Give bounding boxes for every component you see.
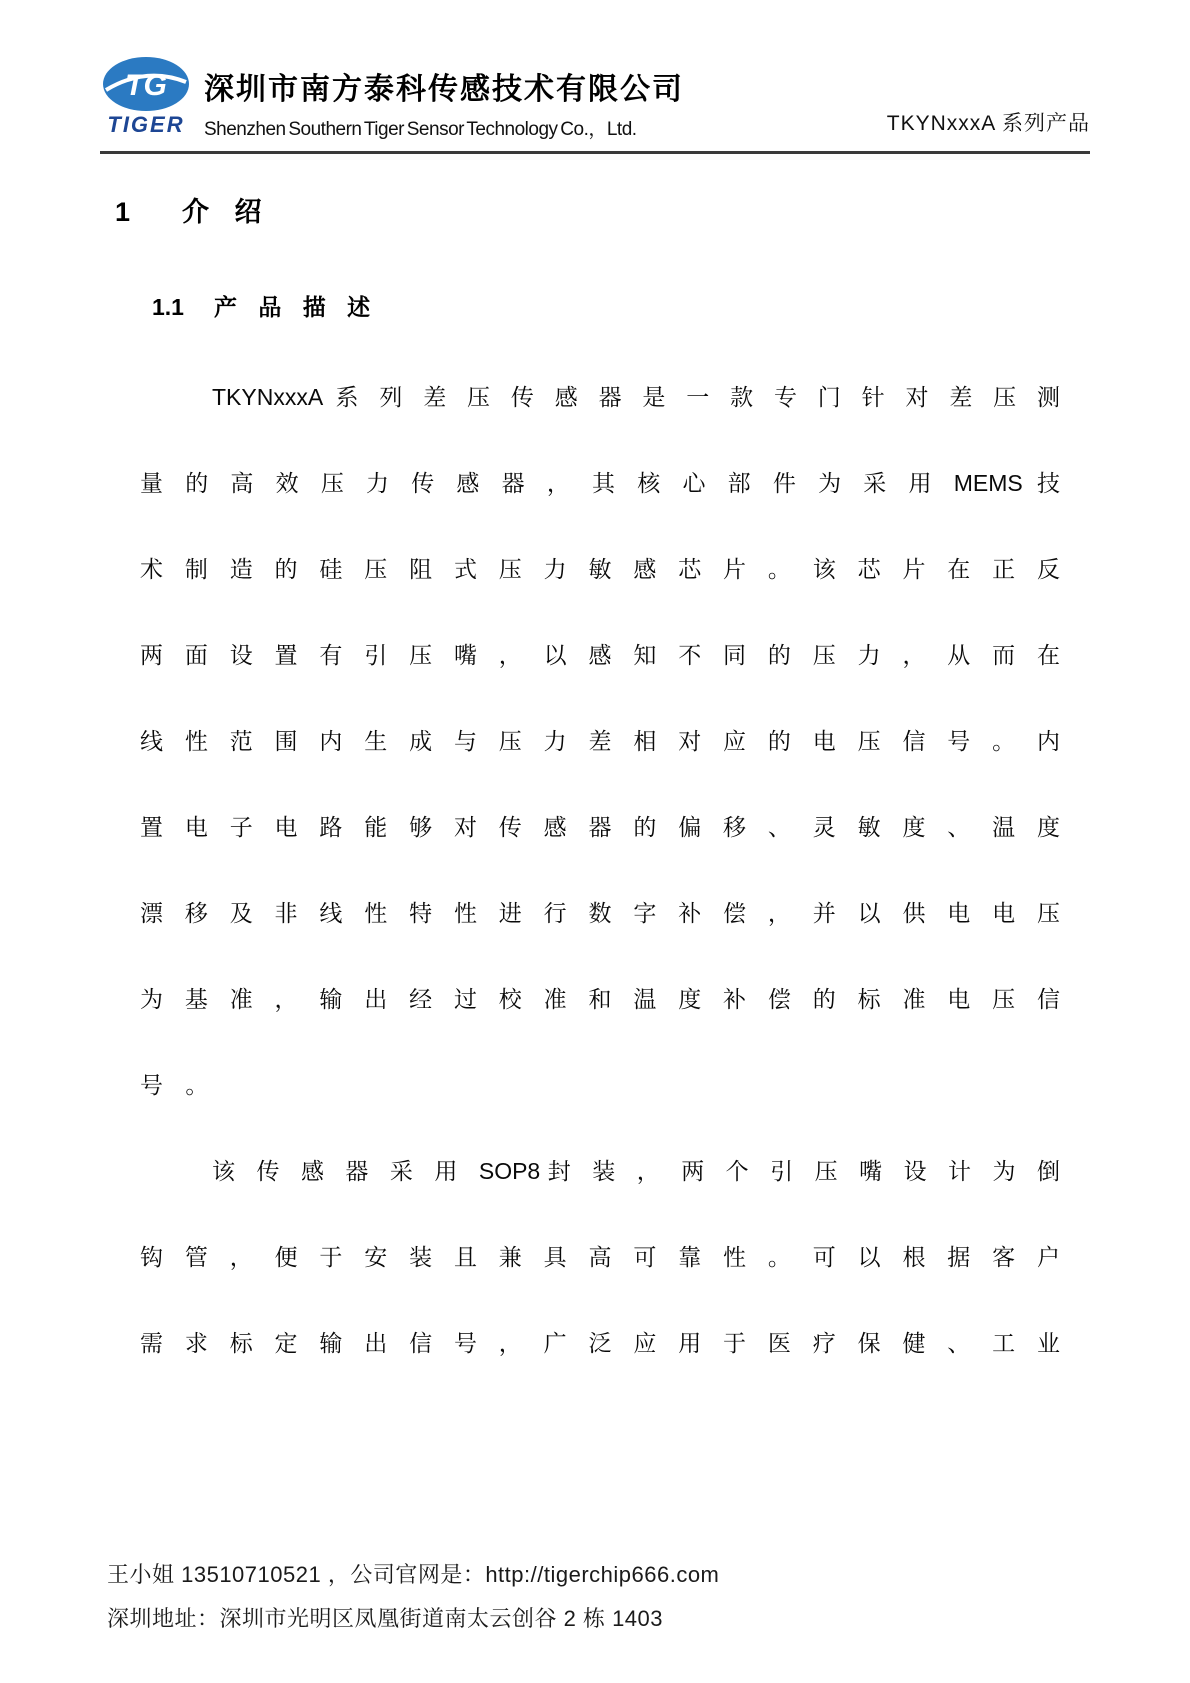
footer-contact: 王小姐 13510710521 ，公司官网是：http://tigerchip666.com (107, 1562, 720, 1587)
company-name-en: Shenzhen Southern Tiger Sensor Technology Co.，Ltd. (204, 119, 637, 140)
paragraph-line: TKYNxxxA 系 列 差 压 传 感 器 是 一 款 专 门 针 对 差 压 测 (212, 384, 1060, 410)
company-name-cn: 深圳市南方泰科传感技术有限公司 (204, 72, 684, 106)
paragraph-line: 号 。 (140, 1072, 209, 1098)
paragraph-line: 该 传 感 器 采 用 SOP8封 装 ， 两 个 引 压 嘴 设 计 为 倒 (212, 1158, 1060, 1184)
paragraph-line: 为 基 准 ， 输 出 经 过 校 准 和 温 度 补 偿 的 标 准 电 压 信 (140, 986, 1060, 1012)
paragraph-line: 需 求 标 定 输 出 信 号 ， 广 泛 应 用 于 医 疗 保 健 、 工 业 (140, 1330, 1060, 1356)
subsection-title: 产 品 描 述 (213, 294, 373, 320)
tiger-logo-icon (100, 56, 192, 136)
page-header (100, 0, 1090, 141)
paragraph-line: 两 面 设 置 有 引 压 嘴 ， 以 感 知 不 同 的 压 力 ， 从 而 在 (140, 642, 1060, 668)
footer-address: 深圳地址：深圳市光明区凤凰街道南太云创谷 2 栋 1403 (107, 1606, 664, 1631)
logo-mark-text: TG (125, 69, 167, 102)
paragraph-line: 置 电 子 电 路 能 够 对 传 感 器 的 偏 移 、 灵 敏 度 、 温 度 (140, 814, 1060, 840)
product-series-label: TKYNxxxA 系列产品 (886, 112, 1090, 135)
section-title: 介 绍 (182, 197, 264, 227)
paragraph-line: 漂 移 及 非 线 性 特 性 进 行 数 字 补 偿 ， 并 以 供 电 电 压 (140, 900, 1060, 926)
subsection-number: 1.1 (152, 294, 184, 320)
paragraph-line: 术 制 造 的 硅 压 阻 式 压 力 敏 感 芯 片 。 该 芯 片 在 正 反 (140, 556, 1060, 582)
section-heading (115, 190, 1090, 229)
section-number: 1 (115, 197, 131, 227)
page-footer (107, 1553, 719, 1641)
company-name-block (204, 71, 887, 142)
subsection-heading (152, 289, 1090, 322)
paragraph-line: 量 的 高 效 压 力 传 感 器 ， 其 核 心 部 件 为 采 用 MEMS 技 (140, 470, 1060, 496)
product-description (140, 354, 1060, 1386)
header-divider (100, 151, 1090, 154)
logo-brand-text: TIGER (107, 112, 185, 136)
company-logo (100, 56, 192, 141)
paragraph-line: 钩 管 ， 便 于 安 装 且 兼 具 高 可 靠 性 。 可 以 根 据 客 户 (140, 1244, 1060, 1270)
paragraph-line: 线 性 范 围 内 生 成 与 压 力 差 相 对 应 的 电 压 信 号 。 内 (140, 728, 1060, 754)
